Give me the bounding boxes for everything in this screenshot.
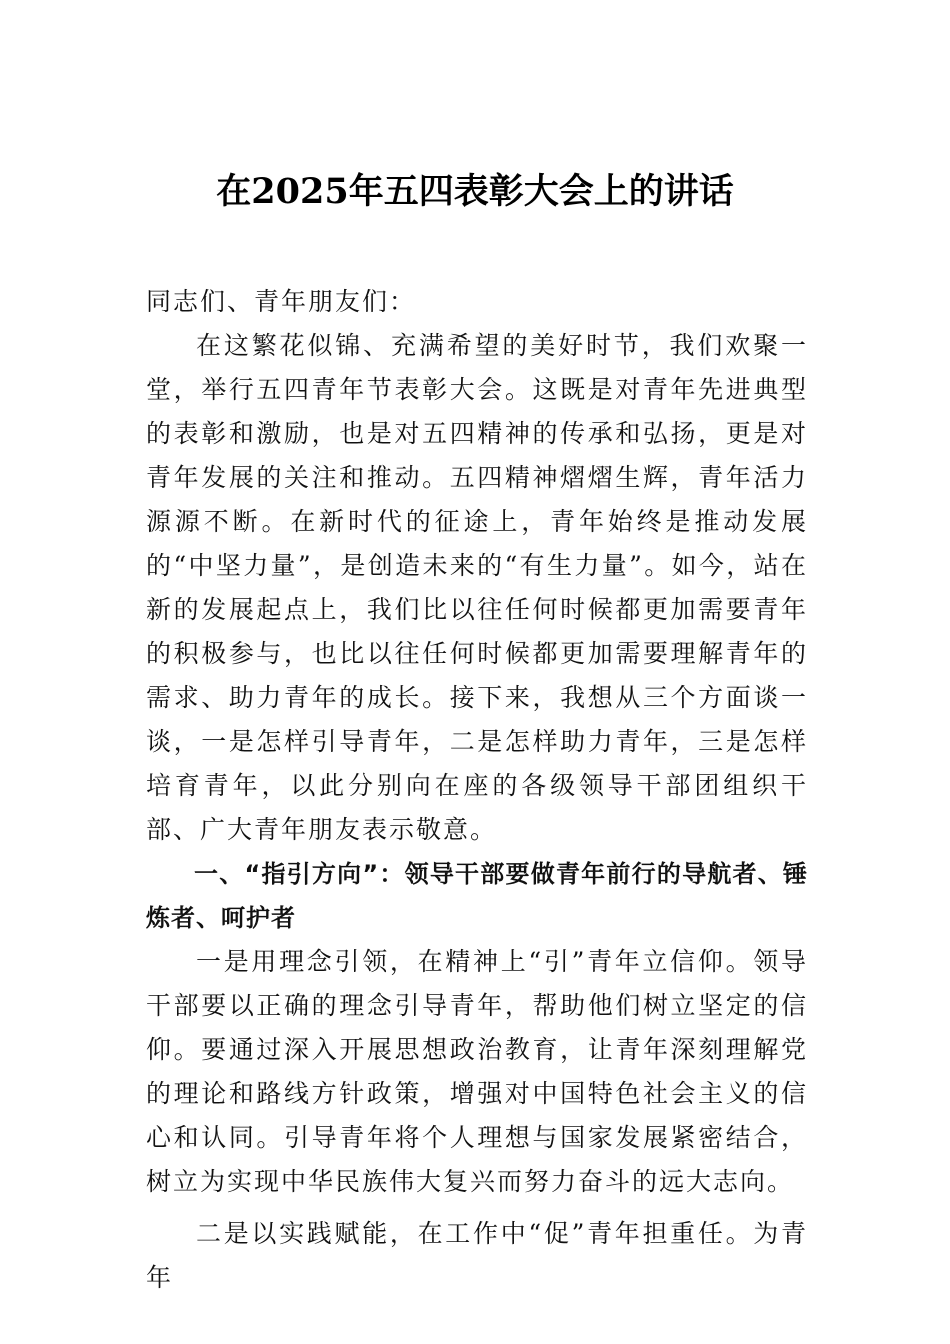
document-body <box>146 280 808 1300</box>
section1-paragraph-1: 一是用理念引领，在精神上“引”青年立信仰。领导干部要以正确的理念引导青年，帮助他们树立坚定的信仰。要通过深入开展思想政治教育，让青年深刻理解党的理论和路线方针政策，增强对中国特色社会主义的信心和认同。引导青年将个人理想与国家发展紧密结合，树立为实现中华民族伟大复兴而努力奋斗的远大志向。 <box>146 947 808 1196</box>
paragraph-gap <box>146 1204 808 1212</box>
salutation: 同志们、青年朋友们： <box>146 287 417 316</box>
section-heading-1: 一、“指引方向”：领导干部要做青年前行的导航者、锤炼者、呵护者 <box>146 860 808 932</box>
intro-paragraph: 在这繁花似锦、充满希望的美好时节，我们欢聚一堂，举行五四青年节表彰大会。这既是对青年先进典型的表彰和激励，也是对五四精神的传承和弘扬，更是对青年发展的关注和推动。五四精神熠熠生辉，青年活力源源不断。在新时代的征途上，青年始终是推动发展的“中坚力量”，是创造未来的“有生力量”。如今，站在新的发展起点上，我们比以往任何时候都更加需要青年的积极参与，也比以往任何时候都更加需要理解青年的需求、助力青年的成长。接下来，我想从三个方面谈一谈，一是怎样引导青年，二是怎样助力青年，三是怎样培育青年，以此分别向在座的各级领导干部团组织干部、广大青年朋友表示敬意。 <box>146 331 808 844</box>
section1-paragraph-2: 二是以实践赋能，在工作中“促”青年担重任。为青年 <box>146 1219 808 1292</box>
document-title: 在2025年五四表彰大会上的讲话 <box>216 171 734 212</box>
